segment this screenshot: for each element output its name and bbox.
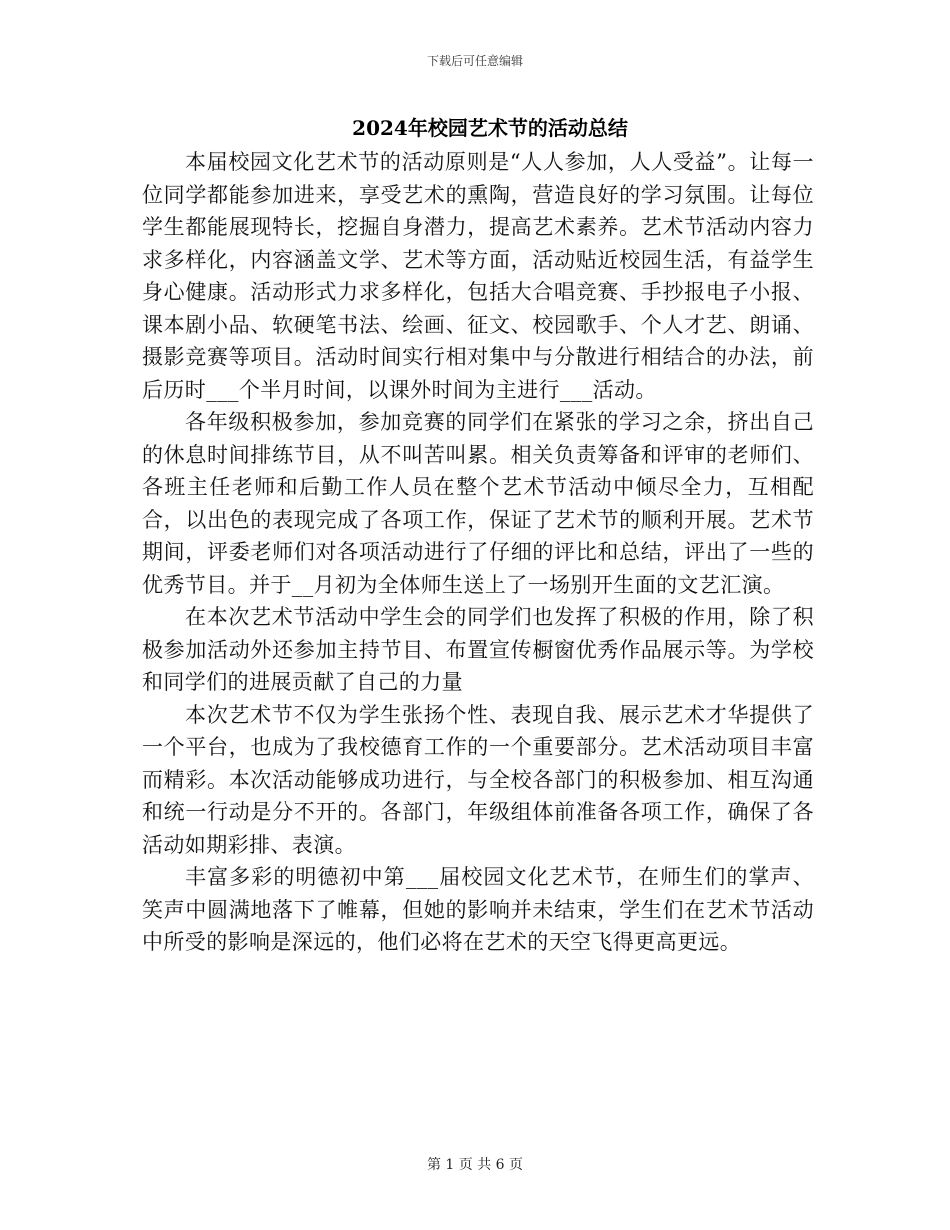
paragraph-5: 丰富多彩的明德初中第___届校园文化艺术节，在师生们的掌声、笑声中圆满地落下了帷幕，但她的影响并未结束，学生们在艺术节活动中所受的影响是深远的，他们必将在艺术的天空飞得更高更远。 [142, 865, 814, 954]
paragraph-2: 各年级积极参加，参加竞赛的同学们在紧张的学习之余，挤出自己的休息时间排练节目，从不叫苦叫累。相关负责筹备和评审的老师们、各班主任老师和后勤工作人员在整个艺术节活动中倾尽全力，互相配合，以出色的表现完成了各项工作，保证了艺术节的顺利开展。艺术节期间，评委老师们对各项活动进行了仔细的评比和总结，评出了一些的优秀节目。并于__月初为全体师生送上了一场别开生面的文艺汇演。 [142, 410, 814, 597]
paragraph-3: 在本次艺术节活动中学生会的同学们也发挥了积极的作用，除了积极参加活动外还参加主持节目、布置宣传橱窗优秀作品展示等。为学校和同学们的进展贡献了自己的力量 [142, 605, 814, 694]
document-title: 2024年校园艺术节的活动总结 [352, 116, 628, 140]
page-indicator: 第 1 页 共 6 页 [426, 1157, 524, 1173]
paragraph-1: 本届校园文化艺术节的活动原则是“人人参加，人人受益”。让每一位同学都能参加进来，享受艺术的熏陶，营造良好的学习氛围。让每位学生都能展现特长，挖掘自身潜力，提高艺术素养。艺术节活动内容力求多样化，内容涵盖文学、艺术等方面，活动贴近校园生活，有益学生身心健康。活动形式力求多样化，包括大合唱竞赛、手抄报电子小报、课本剧小品、软硬笔书法、绘画、征文、校园歌手、个人才艺、朗诵、摄影竞赛等项目。活动时间实行相对集中与分散进行相结合的办法，前后历时___个半月时间，以课外时间为主进行___活动。 [142, 150, 814, 402]
document-body [142, 146, 814, 959]
header-note: 下载后可任意编辑 [426, 54, 523, 68]
paragraph-4: 本次艺术节不仅为学生张扬个性、表现自我、展示艺术才华提供了一个平台，也成为了我校德育工作的一个重要部分。艺术活动项目丰富而精彩。本次活动能够成功进行，与全校各部门的积极参加、相互沟通和统一行动是分不开的。各部门，年级组体前准备各项工作，确保了各活动如期彩排、表演。 [142, 702, 814, 857]
